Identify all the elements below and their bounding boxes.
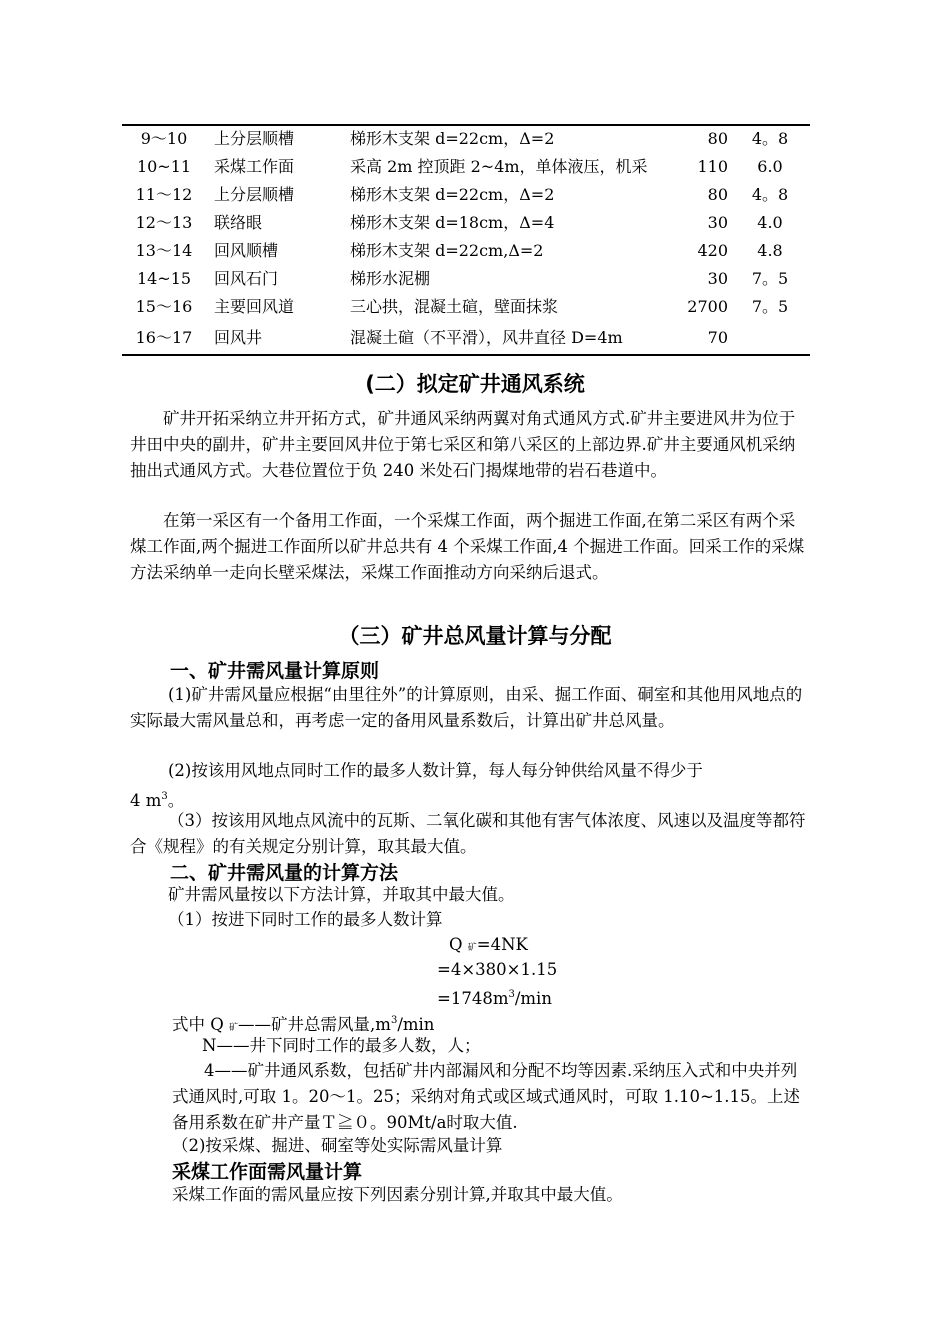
- length-value: 420: [697, 241, 728, 260]
- paragraph-working-faces: 在第一采区有一个备用工作面，一个采煤工作面，两个掘进工作面,在第二采区有两个采煤工作面,两个掘进工作面所以矿井总共有 4 个采煤工作面,4 个掘进工作面。回采工作的采煤方法采纳单一走向长壁采煤法，采煤工作面推动方向采纳后退式。: [130, 511, 805, 582]
- table-row: [122, 294, 810, 320]
- resistance-coefficient: 4.8: [757, 241, 783, 260]
- support-description: 梯形木支架 d=22cm，Δ=2: [350, 129, 555, 148]
- subheading-calculation-principle: 一、矿井需风量计算原则: [170, 660, 380, 682]
- coal-face-intro: 采煤工作面的需风量应按下列因素分别计算,并取其中最大值。: [172, 1185, 623, 1204]
- formula-line-3: $=1748m^3/\min$: [437, 989, 552, 1008]
- resistance-coefficient: 4。8: [751, 185, 789, 204]
- resistance-coefficient: 4.0: [757, 213, 783, 232]
- length-value: 80: [707, 185, 728, 204]
- method-intro: 矿井需风量按以下方法计算，并取其中最大值。: [168, 885, 515, 904]
- table-row: [122, 182, 810, 208]
- roadway-name: 回风顺槽: [214, 241, 279, 260]
- roadway-name: 主要回风道: [214, 297, 295, 316]
- length-value: 2700: [687, 297, 728, 316]
- paragraph-principle-2-end: 4 $m^3$。: [130, 791, 185, 810]
- formula-line-2: =4×380×1.15: [437, 960, 558, 979]
- segment-id: 15～16: [135, 297, 193, 316]
- support-description: 梯形木支架 d=18cm，Δ=4: [350, 213, 555, 232]
- segment-id: 9～10: [140, 129, 188, 148]
- where-q: 式中 Q 矿——矿井总需风量$,m^3/\min$: [172, 1015, 435, 1034]
- paragraph-ventilation-method: 矿井开拓采纳立井开拓方式，矿井通风采纳两翼对角式通风方式.矿井主要进风井为位于井田中央的副井，矿井主要回风井位于第七采区和第八采区的上部边界.矿井主要通风机采纳抽出式通风方式。大巷位置位于负 240 米处石门揭煤地带的岩石巷道中。: [130, 409, 796, 480]
- method-by-actual-demand: （2)按采煤、掘进、硐室等处实际需风量计算: [172, 1136, 503, 1155]
- where-n: N——井下同时工作的最多人数，人；: [202, 1036, 481, 1055]
- resistance-coefficient: 7。5: [751, 297, 789, 316]
- roadway-name: 回风石门: [214, 269, 279, 288]
- resistance-coefficient: 4。8: [751, 129, 789, 148]
- section-title-ventilation-system: (二）拟定矿井通风系统: [365, 372, 585, 396]
- segment-id: 12～13: [135, 213, 193, 232]
- paragraph-principle-1: (1)矿井需风量应根据“由里往外”的计算原则，由采、掘工作面、硐室和其他用风地点的实际最大需风量总和，再考虑一定的备用风量系数后，计算出矿井总风量。: [130, 685, 803, 730]
- segment-id: 13～14: [135, 241, 193, 260]
- support-description: 混凝土碹（不平滑），风井直径 D=4m: [350, 328, 623, 347]
- roadway-name: 上分层顺槽: [214, 129, 295, 148]
- length-value: 110: [697, 157, 728, 176]
- segment-id: 10~11: [136, 157, 192, 176]
- table-bottom-rule: [122, 354, 810, 356]
- subheading-calculation-method: 二、矿井需风量的计算方法: [170, 862, 399, 884]
- support-description: 梯形木支架 d=22cm,Δ=2: [350, 241, 544, 260]
- table-row: [122, 238, 810, 264]
- resistance-coefficient: 6.0: [757, 157, 783, 176]
- roadway-name: 采煤工作面: [214, 157, 295, 176]
- segment-id: 14~15: [136, 269, 192, 288]
- segment-id: 11～12: [135, 185, 193, 204]
- section-title-total-airflow: （三）矿井总风量计算与分配: [338, 624, 612, 648]
- where-4-coefficient: 4——矿井通风系数，包括矿井内部漏风和分配不均等因素.采纳压入式和中央并列式通风时,可取 1。20～1。25；采纳对角式或区域式通风时，可取 1.10~1.15。上述备用系数在矿井产量Ｔ≧０。90Mt/a时取大值.: [172, 1061, 801, 1132]
- length-value: 70: [707, 328, 728, 347]
- support-description: 梯形水泥棚: [350, 269, 431, 288]
- support-description: 采高 2m 控顶距 2~4m，单体液压，机采: [350, 157, 648, 176]
- segment-id: 16～17: [135, 328, 193, 347]
- length-value: 30: [707, 213, 728, 232]
- table-row: [122, 266, 810, 292]
- table-row: [122, 126, 810, 152]
- roadway-name: 联络眼: [214, 213, 263, 232]
- roadway-name: 上分层顺槽: [214, 185, 295, 204]
- length-value: 30: [707, 269, 728, 288]
- resistance-coefficient: 7。5: [751, 269, 789, 288]
- support-description: 三心拱，混凝土碹，壁面抹浆: [350, 297, 559, 316]
- table-row: [122, 154, 810, 180]
- method-by-personnel: （1）按进下同时工作的最多人数计算: [168, 910, 443, 929]
- subheading-coal-face-airflow: 采煤工作面需风量计算: [172, 1161, 363, 1183]
- paragraph-principle-3: （3）按该用风地点风流中的瓦斯、二氧化碳和其他有害气体浓度、风速以及温度等都符合《规程》的有关规定分别计算，取其最大值。: [130, 811, 806, 856]
- length-value: 80: [707, 129, 728, 148]
- table-row: [122, 210, 810, 236]
- formula-line-1: Q 矿=4NK: [449, 935, 528, 954]
- support-description: 梯形木支架 d=22cm，Δ=2: [350, 185, 555, 204]
- roadway-name: 回风井: [214, 328, 263, 347]
- table-row: [122, 325, 810, 351]
- paragraph-principle-2: (2)按该用风地点同时工作的最多人数计算，每人每分钟供给风量不得少于: [168, 761, 703, 780]
